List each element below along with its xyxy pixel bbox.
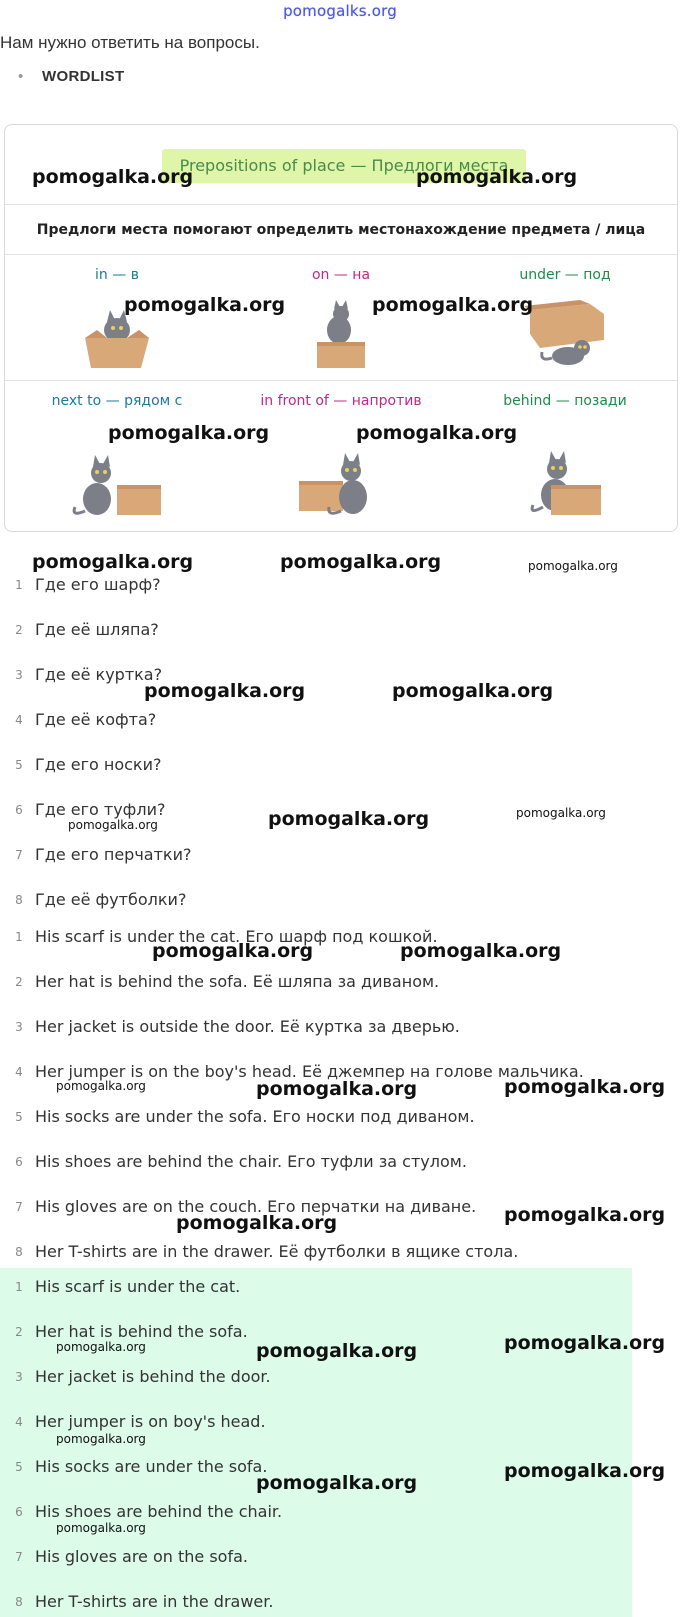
answer-text: His gloves are on the sofa. xyxy=(35,1547,248,1566)
answer-row xyxy=(0,1592,680,1617)
row-number: 1 xyxy=(15,1280,23,1294)
row-number: 2 xyxy=(15,1325,23,1339)
answer-text: Her T-shirts are in the drawer. xyxy=(35,1592,274,1611)
answer-text: Her hat is behind the sofa. xyxy=(35,1322,248,1341)
cell-on xyxy=(229,255,453,380)
translation-text: Her hat is behind the sofa. Её шляпа за диваном. xyxy=(35,972,440,991)
watermark: pomogalka.org xyxy=(504,1204,666,1226)
label-in-front-of: in front of — напротив xyxy=(260,393,422,409)
watermark: pomogalka.org xyxy=(56,1340,146,1354)
label-under: under — под xyxy=(519,267,611,283)
question-text: Где его перчатки? xyxy=(35,845,192,864)
card-subtitle: Предлоги места помогают определить местонахождение предмета / лица xyxy=(5,205,677,255)
cell-under xyxy=(453,255,677,380)
question-row xyxy=(0,710,680,754)
translation-row xyxy=(0,972,680,1016)
watermark: pomogalka.org xyxy=(356,422,518,444)
translation-text: Her jumper is on the boy's head. Её джемпер на голове мальчика. xyxy=(35,1062,584,1081)
translation-row xyxy=(0,1107,680,1151)
row-number: 7 xyxy=(15,1550,23,1564)
watermark: pomogalka.org xyxy=(504,1332,666,1354)
row-number: 2 xyxy=(15,623,23,637)
watermark: pomogalka.org xyxy=(528,559,618,573)
translation-text: His socks are under the sofa. Его носки под диваном. xyxy=(35,1107,475,1126)
answer-text: Her jumper is on boy's head. xyxy=(35,1412,266,1431)
watermark: pomogalka.org xyxy=(124,294,286,316)
card-title: Prepositions of place — Предлоги места xyxy=(162,149,526,183)
watermark: pomogalka.org xyxy=(176,1212,338,1234)
question-text: Где её шляпа? xyxy=(35,620,159,639)
watermark: pomogalka.org xyxy=(56,1521,146,1535)
row-number: 5 xyxy=(15,1110,23,1124)
row-number: 8 xyxy=(15,893,23,907)
translation-text: His shoes are behind the chair. Его туфли за стулом. xyxy=(35,1152,467,1171)
translation-row xyxy=(0,927,680,971)
label-behind: behind — позади xyxy=(503,393,627,409)
label-next-to: next to — рядом с xyxy=(51,393,183,409)
cat-next-to-box-image xyxy=(67,451,167,521)
watermark: pomogalka.org xyxy=(56,1079,146,1093)
card-row-1 xyxy=(5,255,677,381)
row-number: 4 xyxy=(15,1415,23,1429)
row-number: 6 xyxy=(15,1155,23,1169)
cat-in-front-of-box-image xyxy=(291,451,391,521)
row-number: 5 xyxy=(15,758,23,772)
row-number: 7 xyxy=(15,848,23,862)
translation-text: Her T-shirts are in the drawer. Её футболки в ящике стола. xyxy=(35,1242,519,1261)
row-number: 7 xyxy=(15,1200,23,1214)
label-in: in — в xyxy=(95,267,139,283)
answer-text: His scarf is under the cat. xyxy=(35,1277,241,1296)
translation-row xyxy=(0,1017,680,1061)
watermark: pomogalka.org xyxy=(68,818,158,832)
watermark: pomogalka.org xyxy=(56,1432,146,1446)
cell-in-front-of xyxy=(229,381,453,531)
translation-row xyxy=(0,1152,680,1196)
translation-text: Her jacket is outside the door. Её куртка за дверью. xyxy=(35,1017,460,1036)
answer-row xyxy=(0,1277,680,1321)
watermark: pomogalka.org xyxy=(152,940,314,962)
row-number: 4 xyxy=(15,713,23,727)
question-text: Где её кофта? xyxy=(35,710,157,729)
translation-text: His gloves are on the couch. Его перчатки на диване. xyxy=(35,1197,477,1216)
card-row-2 xyxy=(5,381,677,531)
question-text: Где её куртка? xyxy=(35,665,163,684)
question-text: Где его туфли? xyxy=(35,800,166,819)
watermark: pomogalka.org xyxy=(268,808,430,830)
row-number: 1 xyxy=(15,930,23,944)
row-number: 6 xyxy=(15,1505,23,1519)
watermark: pomogalka.org xyxy=(256,1472,418,1494)
row-number: 5 xyxy=(15,1460,23,1474)
watermark: pomogalka.org xyxy=(280,551,442,573)
watermark: pomogalka.org xyxy=(400,940,562,962)
question-row xyxy=(0,755,680,799)
wordlist-item[interactable] xyxy=(18,68,124,85)
row-number: 8 xyxy=(15,1595,23,1609)
bullet: • xyxy=(18,68,24,85)
cat-on-box-image xyxy=(311,300,371,370)
translation-text: His scarf is under the cat. Его шарф под кошкой. xyxy=(35,927,438,946)
question-row xyxy=(0,845,680,889)
watermark: pomogalka.org xyxy=(144,680,306,702)
question-row xyxy=(0,620,680,664)
row-number: 6 xyxy=(15,803,23,817)
question-row xyxy=(0,575,680,619)
row-number: 3 xyxy=(15,1020,23,1034)
cat-under-box-image xyxy=(520,300,610,370)
watermark: pomogalka.org xyxy=(516,806,606,820)
question-text: Где его носки? xyxy=(35,755,162,774)
intro-text: Нам нужно ответить на вопросы. xyxy=(0,33,260,52)
row-number: 2 xyxy=(15,975,23,989)
watermark: pomogalka.org xyxy=(392,680,554,702)
watermark: pomogalka.org xyxy=(416,166,578,188)
label-on: on — на xyxy=(311,267,371,283)
question-text: Где его шарф? xyxy=(35,575,161,594)
watermark: pomogalka.org xyxy=(32,166,194,188)
watermark: pomogalka.org xyxy=(256,1078,418,1100)
cell-next-to xyxy=(5,381,229,531)
watermark: pomogalka.org xyxy=(504,1076,666,1098)
question-row xyxy=(0,665,680,709)
question-text: Где её футболки? xyxy=(35,890,187,909)
watermark: pomogalka.org xyxy=(256,1340,418,1362)
row-number: 3 xyxy=(15,1370,23,1384)
watermark: pomogalka.org xyxy=(108,422,270,444)
watermark: pomogalka.org xyxy=(32,551,194,573)
answer-text: His socks are under the sofa. xyxy=(35,1457,268,1476)
row-number: 3 xyxy=(15,668,23,682)
card-title-row xyxy=(5,125,677,205)
cell-in xyxy=(5,255,229,380)
cell-behind xyxy=(453,381,677,531)
watermark: pomogalka.org xyxy=(504,1460,666,1482)
watermark: pomogalka.org xyxy=(372,294,534,316)
cat-behind-box-image xyxy=(515,451,615,521)
wordlist-label: WORDLIST xyxy=(42,68,125,85)
row-number: 1 xyxy=(15,578,23,592)
answer-text: His shoes are behind the chair. xyxy=(35,1502,283,1521)
answer-text: Her jacket is behind the door. xyxy=(35,1367,271,1386)
row-number: 8 xyxy=(15,1245,23,1259)
answer-row xyxy=(0,1547,680,1591)
site-link[interactable]: pomogalks.org xyxy=(283,2,397,20)
answer-row xyxy=(0,1367,680,1411)
row-number: 4 xyxy=(15,1065,23,1079)
